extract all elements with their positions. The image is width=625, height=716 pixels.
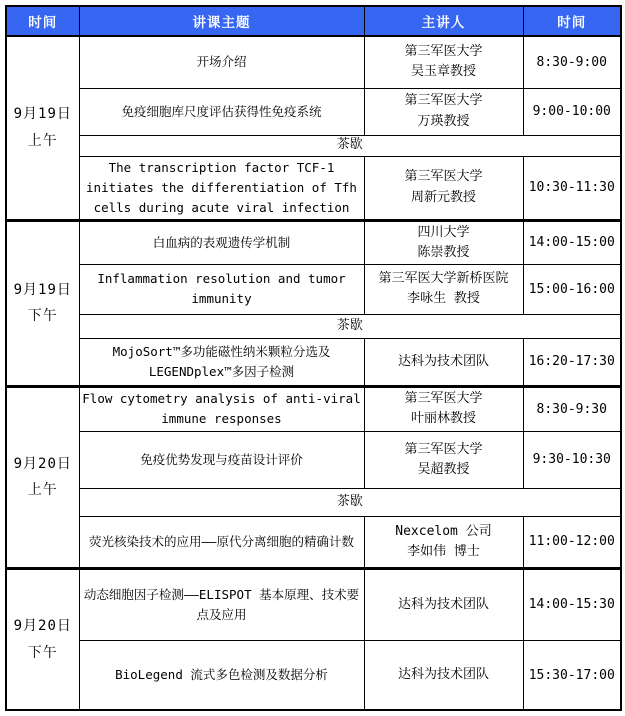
- speaker-name: 吴超教授: [417, 461, 470, 477]
- time-cell: 15:00-16:00: [523, 264, 621, 314]
- speaker-org: 第三军医大学: [404, 44, 483, 60]
- speaker-org: 第三军医大学新桥医院: [378, 271, 509, 287]
- schedule-table: [5, 5, 622, 711]
- speaker-org: 第三军医大学: [404, 169, 483, 185]
- schedule-row: [6, 516, 621, 568]
- header-cell-time-right: 时间: [523, 6, 621, 36]
- topic-cell: Inflammation resolution and tumor immunity: [79, 264, 364, 314]
- speaker-name: 周新元教授: [410, 189, 476, 205]
- tea-break-cell: 茶歇: [79, 135, 621, 156]
- topic-cell: BioLegend 流式多色检测及数据分析: [79, 640, 364, 710]
- time-cell: 9:30-10:30: [523, 431, 621, 488]
- topic-cell: 免疫细胞库尺度评估获得性免疫系统: [79, 88, 364, 135]
- speaker-cell: [364, 36, 523, 88]
- tea-break-row: [6, 135, 621, 156]
- speaker-name: 陈崇教授: [417, 244, 470, 260]
- speaker-cell: [364, 386, 523, 431]
- schedule-row: [6, 431, 621, 488]
- schedule-row: [6, 338, 621, 386]
- tea-break-row: [6, 314, 621, 338]
- schedule-row: [6, 386, 621, 431]
- time-cell: 11:00-12:00: [523, 516, 621, 568]
- schedule-row: [6, 88, 621, 135]
- tea-break-cell: 茶歇: [79, 488, 621, 516]
- period-label: 下午: [27, 308, 58, 325]
- day-label: 9月19日: [13, 281, 72, 298]
- header-cell-time-left: 时间: [6, 6, 79, 36]
- speaker-name: 李如伟 博士: [407, 543, 480, 559]
- speaker-cell: [364, 156, 523, 220]
- schedule-row: [6, 640, 621, 710]
- day-label: 9月20日: [13, 455, 72, 472]
- speaker-name: 达科为技术团队: [397, 353, 489, 369]
- topic-cell: Flow cytometry analysis of anti-viral immune responses: [79, 386, 364, 431]
- speaker-name: 达科为技术团队: [397, 596, 489, 612]
- speaker-name: 叶丽林教授: [410, 411, 476, 427]
- header-cell-speaker: 主讲人: [364, 6, 523, 36]
- time-cell: 14:00-15:00: [523, 220, 621, 264]
- schedule-row: [6, 220, 621, 264]
- tea-break-row: [6, 488, 621, 516]
- time-cell: 15:30-17:00: [523, 640, 621, 710]
- schedule-row: [6, 264, 621, 314]
- speaker-cell: [364, 338, 523, 386]
- speaker-cell: [364, 640, 523, 710]
- speaker-org: 第三军医大学: [404, 441, 483, 457]
- day-cell: [6, 568, 79, 710]
- speaker-org: 第三军医大学: [404, 391, 483, 407]
- time-cell: 14:00-15:30: [523, 568, 621, 640]
- speaker-name: 万瑛教授: [417, 113, 470, 129]
- speaker-cell: [364, 431, 523, 488]
- speaker-cell: [364, 88, 523, 135]
- speaker-name: 吴玉章教授: [410, 64, 476, 80]
- topic-cell: 免疫优势发现与疫苗设计评价: [79, 431, 364, 488]
- schedule-body: [6, 36, 621, 710]
- tea-break-cell: 茶歇: [79, 314, 621, 338]
- topic-cell: 荧光核染技术的应用——原代分离细胞的精确计数: [79, 516, 364, 568]
- time-cell: 10:30-11:30: [523, 156, 621, 220]
- speaker-name: 达科为技术团队: [397, 666, 489, 682]
- day-cell: [6, 36, 79, 220]
- day-cell: [6, 220, 79, 386]
- speaker-org: Nexcelom 公司: [395, 523, 492, 539]
- time-cell: 8:30-9:30: [523, 386, 621, 431]
- period-label: 上午: [27, 482, 58, 499]
- speaker-org: 四川大学: [417, 224, 470, 240]
- day-label: 9月19日: [13, 106, 72, 123]
- speaker-cell: [364, 516, 523, 568]
- period-label: 下午: [27, 644, 58, 661]
- topic-cell: The transcription factor TCF-1 initiates the differentiation of Tfh cells during acute viral infection: [79, 156, 364, 220]
- time-cell: 8:30-9:00: [523, 36, 621, 88]
- speaker-cell: [364, 264, 523, 314]
- header-row: [6, 6, 621, 36]
- topic-cell: 白血病的表观遗传学机制: [79, 220, 364, 264]
- day-label: 9月20日: [13, 617, 72, 634]
- schedule-header: [6, 6, 621, 36]
- speaker-cell: [364, 220, 523, 264]
- topic-cell: 开场介绍: [79, 36, 364, 88]
- header-cell-topic: 讲课主题: [79, 6, 364, 36]
- schedule-row: [6, 156, 621, 220]
- schedule-row: [6, 568, 621, 640]
- speaker-org: 第三军医大学: [404, 93, 483, 109]
- schedule-row: [6, 36, 621, 88]
- day-cell: [6, 386, 79, 568]
- time-cell: 16:20-17:30: [523, 338, 621, 386]
- speaker-cell: [364, 568, 523, 640]
- period-label: 上午: [27, 132, 58, 149]
- topic-cell: 动态细胞因子检测——ELISPOT 基本原理、技术要点及应用: [79, 568, 364, 640]
- time-cell: 9:00-10:00: [523, 88, 621, 135]
- speaker-name: 李咏生 教授: [407, 291, 480, 307]
- topic-cell: MojoSort™多功能磁性纳米颗粒分选及LEGENDplex™多因子检测: [79, 338, 364, 386]
